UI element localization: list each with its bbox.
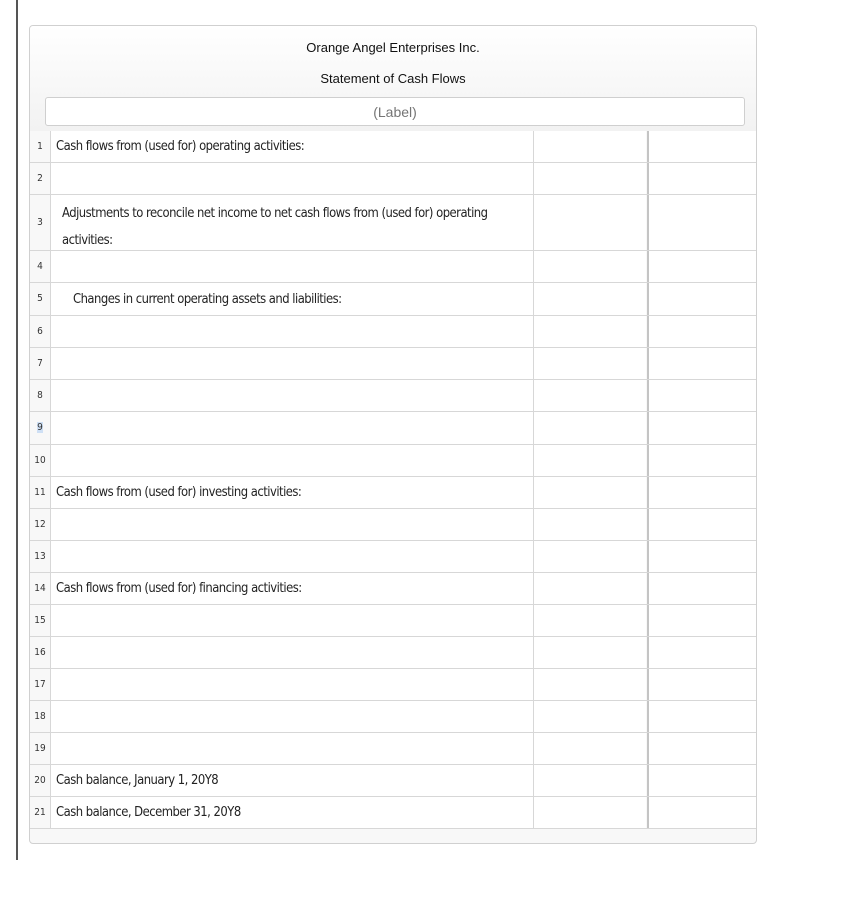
table-row [30,380,757,412]
description-cell[interactable] [50,573,533,604]
amount-cell-2[interactable] [647,380,757,411]
amount-cell-1[interactable] [533,605,646,636]
description-cell[interactable] [50,637,533,668]
amount-cell-2[interactable] [647,541,757,572]
description-text: Changes in current operating assets and liabilities: [73,291,342,307]
amount-cell-1[interactable] [533,541,646,572]
row-number: 13 [34,551,46,562]
description-cell[interactable] [50,733,533,764]
description-cell[interactable] [50,163,533,194]
amount-cell-2[interactable] [647,412,757,444]
table-row [30,701,757,733]
description-text: Cash flows from (used for) operating activities: [56,138,305,154]
amount-cell-2[interactable] [647,477,757,508]
amount-cell-2[interactable] [647,348,757,379]
row-number: 16 [34,647,46,658]
label-input[interactable] [45,97,745,126]
amount-cell-2[interactable] [647,573,757,604]
row-number: 11 [34,487,46,498]
table-row [30,509,757,541]
row-number: 7 [37,358,43,369]
description-cell[interactable] [50,251,533,282]
table-row [30,477,757,509]
description-text: Cash flows from (used for) investing activities: [56,484,302,500]
description-cell[interactable] [50,445,533,476]
description-cell[interactable] [50,131,533,162]
amount-cell-2[interactable] [647,131,757,162]
row-number: 1 [37,141,43,152]
description-cell[interactable] [50,797,533,828]
row-number: 20 [34,775,46,786]
amount-cell-1[interactable] [533,251,646,282]
row-number-selected: 9 [37,422,43,433]
company-name: Orange Angel Enterprises Inc. [306,40,480,55]
left-rule [16,0,18,860]
table-row [30,605,757,637]
cash-flow-statement-panel [29,25,757,844]
description-cell[interactable] [50,509,533,540]
amount-cell-1[interactable] [533,701,646,732]
table-row [30,195,757,251]
amount-cell-1[interactable] [533,669,646,700]
amount-cell-1[interactable] [533,195,646,250]
description-cell[interactable] [50,283,533,315]
row-number: 21 [34,807,46,818]
table-row [30,283,757,316]
amount-cell-1[interactable] [533,131,646,162]
table-row [30,316,757,348]
table-row [30,163,757,195]
amount-cell-2[interactable] [647,283,757,315]
amount-cell-1[interactable] [533,163,646,194]
amount-cell-1[interactable] [533,797,646,828]
amount-cell-1[interactable] [533,412,646,444]
amount-cell-2[interactable] [647,195,757,250]
amount-cell-1[interactable] [533,445,646,476]
table-row [30,445,757,477]
row-number: 18 [34,711,46,722]
amount-cell-2[interactable] [647,605,757,636]
row-number: 4 [37,261,43,272]
row-number: 8 [37,390,43,401]
amount-cell-2[interactable] [647,509,757,540]
description-cell[interactable] [50,195,533,250]
description-cell[interactable] [50,605,533,636]
description-cell[interactable] [50,477,533,508]
row-number [30,422,50,433]
description-cell[interactable] [50,669,533,700]
table-row [30,541,757,573]
amount-cell-1[interactable] [533,477,646,508]
amount-cell-2[interactable] [647,445,757,476]
table-row [30,765,757,797]
description-cell[interactable] [50,541,533,572]
description-text: Cash balance, December 31, 20Y8 [56,804,241,820]
table-row [30,573,757,605]
description-text: Adjustments to reconcile net income to net cash flows from (used for) operating activities: [62,205,488,248]
row-number: 2 [37,173,43,184]
table-row [30,131,757,163]
description-cell[interactable] [50,316,533,347]
amount-cell-1[interactable] [533,316,646,347]
description-cell[interactable] [50,380,533,411]
table-row [30,251,757,283]
amount-cell-1[interactable] [533,348,646,379]
amount-cell-1[interactable] [533,765,646,796]
row-number: 19 [34,743,46,754]
amount-cell-2[interactable] [647,765,757,796]
row-number: 12 [34,519,46,530]
amount-cell-2[interactable] [647,733,757,764]
amount-cell-2[interactable] [647,251,757,282]
amount-cell-1[interactable] [533,509,646,540]
amount-cell-2[interactable] [647,797,757,828]
statement-title: Statement of Cash Flows [320,71,466,86]
amount-cell-2[interactable] [647,669,757,700]
amount-cell-1[interactable] [533,283,646,315]
description-cell[interactable] [50,348,533,379]
amount-cell-2[interactable] [647,637,757,668]
description-cell[interactable] [50,765,533,796]
row-number: 3 [37,217,43,228]
statement-header [30,26,756,131]
row-number: 14 [34,583,46,594]
description-cell[interactable] [50,412,533,444]
table-row [30,733,757,765]
amount-cell-2[interactable] [647,163,757,194]
amount-cell-1[interactable] [533,637,646,668]
description-text: Cash flows from (used for) financing activities: [56,580,302,596]
amount-cell-1[interactable] [533,380,646,411]
description-cell[interactable] [50,701,533,732]
table-row [30,669,757,701]
description-text: Cash balance, January 1, 20Y8 [56,772,219,788]
row-number: 5 [37,293,43,304]
amount-cell-1[interactable] [533,573,646,604]
amount-cell-1[interactable] [533,733,646,764]
amount-cell-2[interactable] [647,701,757,732]
table-row [30,348,757,380]
row-number: 15 [34,615,46,626]
row-number: 10 [34,455,46,466]
row-number: 6 [37,326,43,337]
table-row [30,412,757,445]
row-number: 17 [34,679,46,690]
table-row [30,797,757,829]
table-row [30,637,757,669]
amount-cell-2[interactable] [647,316,757,347]
